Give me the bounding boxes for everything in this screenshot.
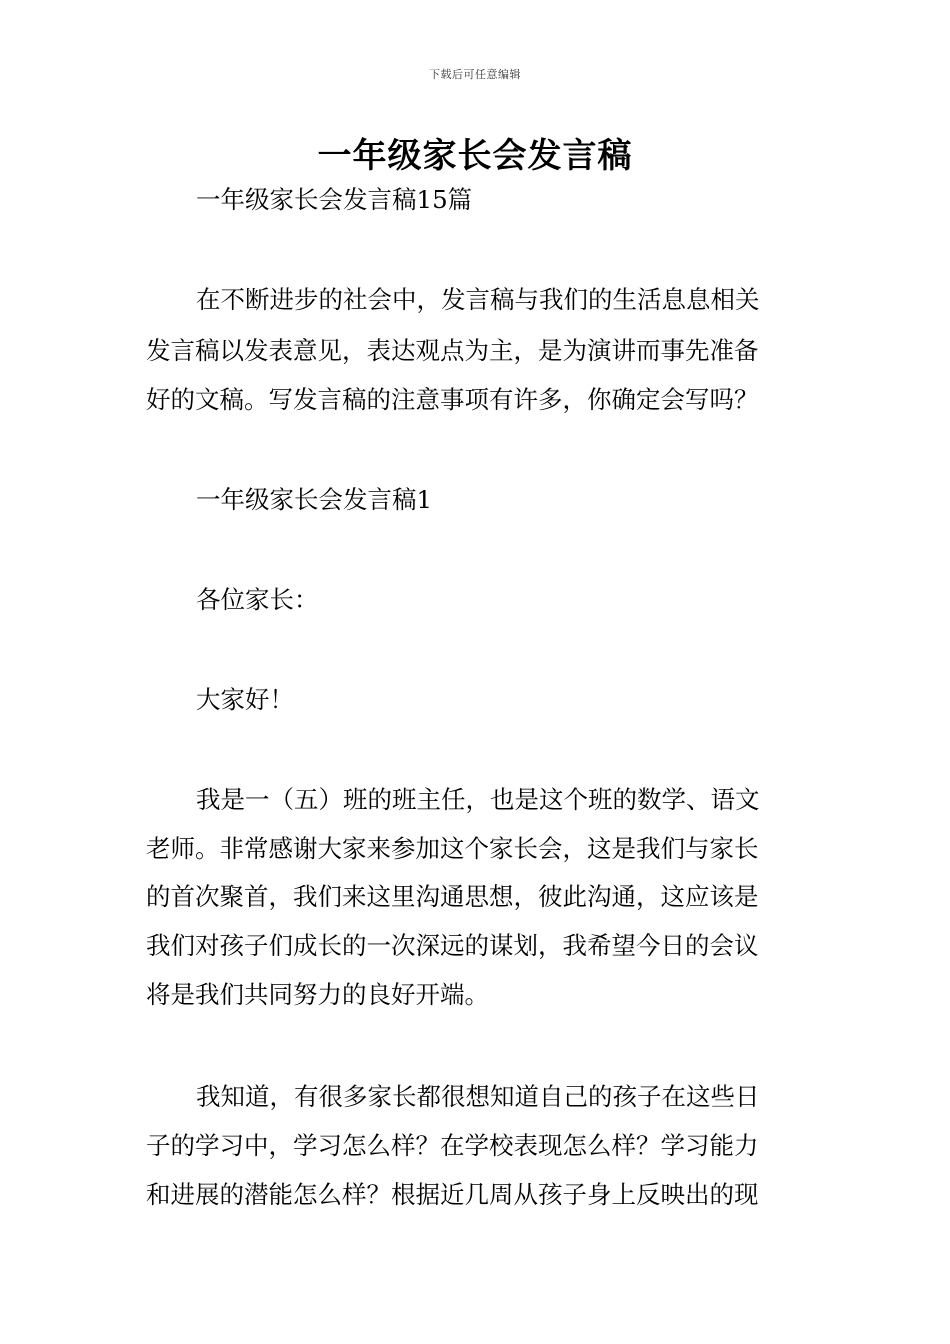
paragraph-line: 和进展的潜能怎么样？根据近几周从孩子身上反映出的现 — [146, 1180, 759, 1209]
paragraph-line: 我知道，有很多家长都很想知道自己的孩子在这些日 — [196, 1082, 760, 1111]
section-heading: 一年级家长会发言稿1 — [196, 485, 433, 514]
paragraph-line: 的首次聚首，我们来这里沟通思想，彼此沟通，这应该是 — [146, 882, 759, 911]
paragraph-line: 好的文稿。写发言稿的注意事项有许多，你确定会写吗？ — [146, 385, 759, 414]
document-title: 一年级家长会发言稿 — [317, 136, 633, 176]
salutation: 各位家长： — [196, 585, 319, 614]
greeting: 大家好！ — [196, 685, 294, 714]
paragraph-line: 子的学习中，学习怎么样？在学校表现怎么样？学习能力 — [146, 1131, 759, 1160]
paragraph-line: 在不断进步的社会中，发言稿与我们的生活息息相关 — [196, 285, 760, 314]
paragraph-line: 老师。非常感谢大家来参加这个家长会，这是我们与家长 — [146, 834, 759, 863]
paragraph-line: 发言稿以发表意见，表达观点为主，是为演讲而事先准备 — [146, 336, 759, 365]
header-note: 下载后可任意编辑 — [429, 68, 521, 81]
paragraph-line: 将是我们共同努力的良好开端。 — [146, 980, 489, 1009]
paragraph-line: 我们对孩子们成长的一次深远的谋划，我希望今日的会议 — [146, 931, 759, 960]
subtitle-line: 一年级家长会发言稿15篇 — [196, 185, 473, 214]
paragraph-line: 我是一（五）班的班主任，也是这个班的数学、语文 — [196, 785, 760, 814]
